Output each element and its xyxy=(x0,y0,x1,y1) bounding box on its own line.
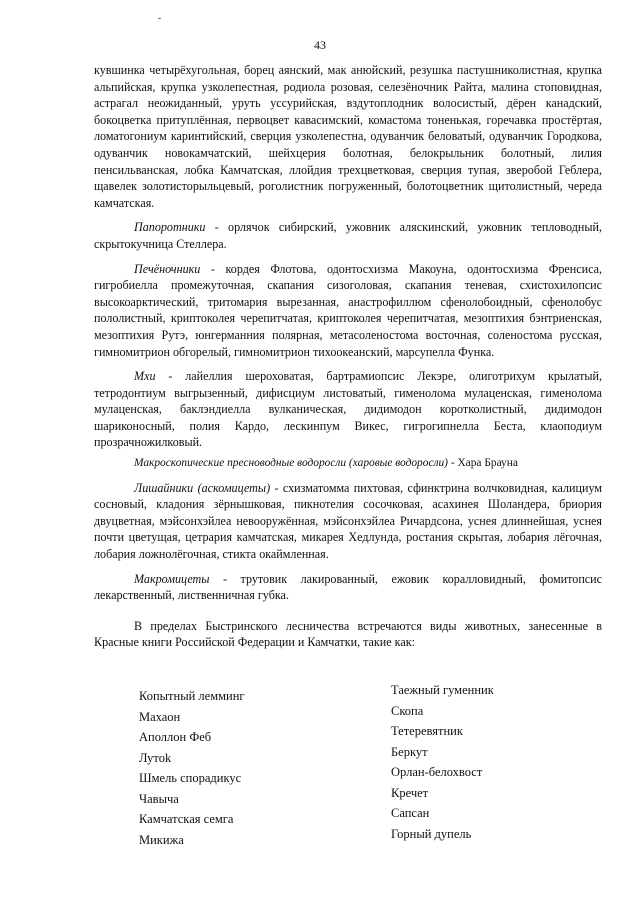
category-text: - орлячок сибирский, ужовник аляскинский, ужовник тепловодный, скрытокучница Стеллера. xyxy=(94,220,602,251)
category-label: Папоротники xyxy=(134,220,206,235)
category-label: Печёночники xyxy=(134,261,201,276)
category-text: - трутовик лакированный, ежовик коралловидный, фомитопсис лекарственный, лиственничная губка. xyxy=(94,571,602,603)
page-number: 43 xyxy=(314,38,326,52)
category-paragraph-liverworts xyxy=(94,261,602,361)
category-text: - Хара Брауна xyxy=(447,457,518,470)
list-item: Сапсан xyxy=(391,806,430,820)
category-text: - схизматомма пихтовая, сфинктрина волчковидная, калициум сосновый, кладония зёрнышковая, пикнотелия сосочковая, асахинея Шоландера, бриория двуцветная, мэйсонхэйлеа невооружённая, мэйсонхэйлеа Ричардсона, уснея длиннейшая, уснея почти цветущая, цетрария камчатская, микарея Хедлунда, ростания скрытая, лобария лёгочная, лобария ложнолёгочная, стикта окаймленная. xyxy=(94,480,602,562)
list-item: Махаон xyxy=(139,709,181,724)
document-body xyxy=(94,62,602,651)
category-label: Макроскопические пресноводные водоросли (харовые водоросли) xyxy=(134,457,448,470)
category-paragraph-macromycetes xyxy=(94,571,602,604)
scan-mark xyxy=(158,18,161,19)
category-text: - кордея Флотова, одонтосхизма Макоуна, одонтосхизма Френсиса, гигробиелла промежуточная, скапания сизоголовая, скапания теневая, схистохилопсис высокоарктический, тритомария вырезанная, анастрофиллюм сфенолобоидный, сфенолобус пололистный, криптоколея черепитчатая, криптоколея черепитчатая, мезоптихия бэнтриенская, мезоптихия Рутэ, юнгерманния полярная, метасоленостома восточная, соленостома русская, гимномитрион обгорелый, гимномитрион тихоокеанский, марсупелла Функа. xyxy=(94,261,602,359)
list-item: Скопа xyxy=(391,703,424,718)
category-paragraph-algae xyxy=(94,455,602,472)
animals-list-left xyxy=(139,686,245,850)
category-paragraph-lichens xyxy=(94,480,602,563)
list-item: Беркут xyxy=(391,744,428,759)
category-label: Макромицеты xyxy=(134,571,210,586)
list-item: Аполлон Феб xyxy=(139,730,212,744)
intro-paragraph: кувшинка четырёхугольная, борец аянский, мак анюйский, резушка пастушниколистная, крупка альпийская, крупка узколепестная, родиола розовая, селезёночник Райта, малина стоповидная, астрагал неожиданный, уруть уссурийская, вздутоплодник волосистый, дёрен канадский, бокоцветка притуплённая, первоцвет кавасимский, комастома тоненькая, горечавка простёртая, ломатогониум каринтийский, сверция узколепестна, одуванчик беловатый, одуванчик Городкова, одуванчик новокамчатский, шейхцерия болотная, белокрыльник болотный, лилия пенсильванская, лобка Камчатская, ллойдия трехцветковая, сверция тупая, зверобой Геблера, щавелек золотисторыльцевый, роголистник погруженный, болотоцветник щитолистный, череда камчатская. xyxy=(94,63,602,210)
list-item: Камчатская семга xyxy=(139,812,234,826)
list-item: Чавыча xyxy=(139,791,179,806)
category-label: Мхи xyxy=(134,369,156,384)
animals-lists xyxy=(139,680,579,850)
list-item: Копытный лемминг xyxy=(139,689,245,703)
animals-list-right xyxy=(391,680,494,844)
category-paragraph-mosses xyxy=(94,368,602,451)
category-paragraph-ferns xyxy=(94,219,602,252)
category-text: - лайеллия шероховатая, бартрамиопсис Лекэре, олиготрихум крылатый, тетродонтиум выгрызенный, дифисциум листоватый, гименолома мулаценская, гименолома мулаценская, баклэндиелла вулканическая, дидимодон коротколистный, дидимодон шариконосный, полия Кардо, лескинпум Викес, гигрогипнелла Беста, клаоподиум прозрачножилковый. xyxy=(94,369,602,450)
category-label: Лишайники (аскомицеты) xyxy=(134,480,271,495)
list-item: Таежный гуменник xyxy=(391,683,494,697)
list-item: Лутоk xyxy=(139,750,172,765)
list-item: Микижа xyxy=(139,832,184,847)
list-item: Тетеревятник xyxy=(391,724,463,738)
closing-paragraph: В пределах Быстринского лесничества встречаются виды животных, занесенные в Красные книги Российской Федерации и Камчатки, такие как: xyxy=(94,618,602,650)
list-item: Орлан-белохвост xyxy=(391,765,483,779)
list-item: Шмель спорадикус xyxy=(139,771,242,785)
list-item: Горный дупель xyxy=(391,826,472,841)
list-item: Кречет xyxy=(391,785,429,800)
